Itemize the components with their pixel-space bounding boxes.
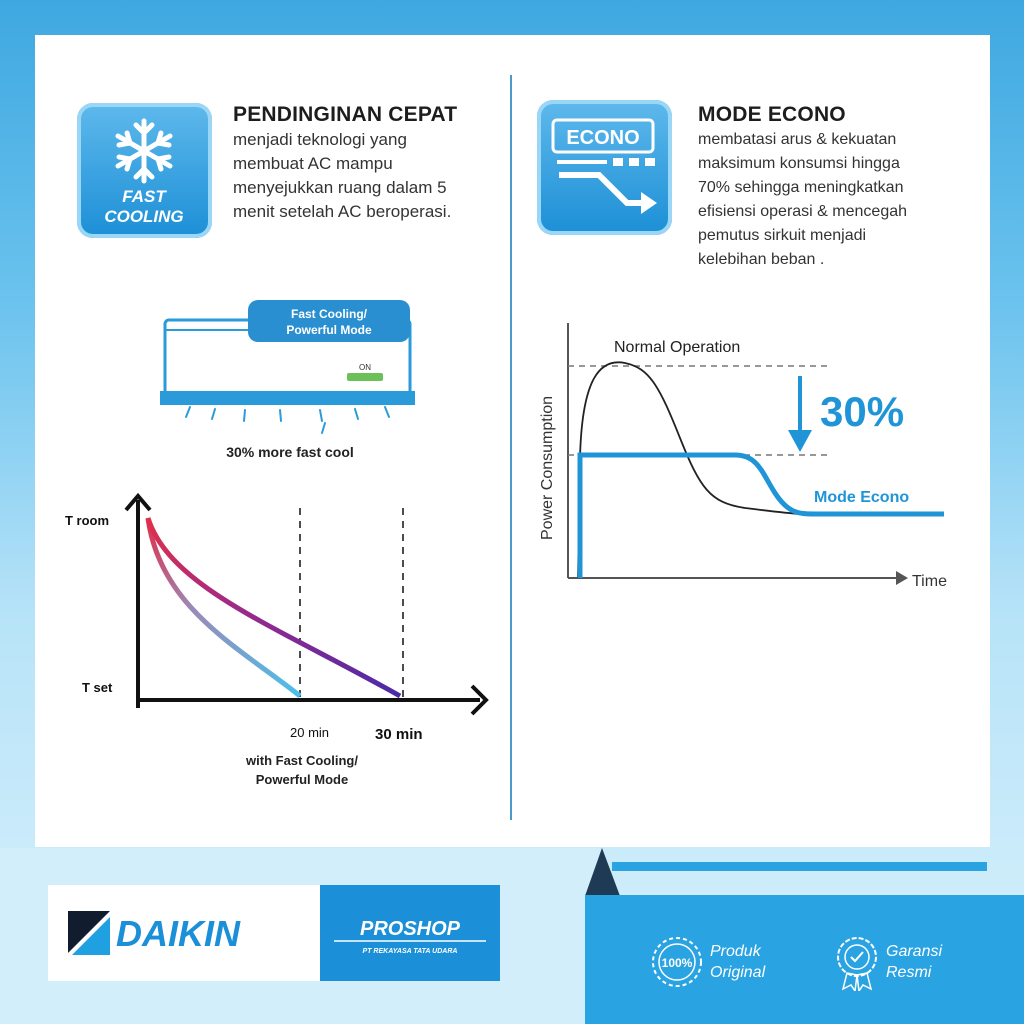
store-subtitle: PT REKAYASA TATA UDARA [362, 948, 458, 955]
econo-curve-label: Mode Econo [814, 489, 910, 506]
x-axis-label: Time [912, 573, 947, 590]
fast-cooling-desc-line: menyejukkan ruang dalam 5 [233, 178, 447, 197]
snowflake-icon [77, 103, 212, 238]
ac-unit-illustration [150, 295, 420, 470]
brand-name: DAIKIN [116, 913, 240, 954]
x-label-20min: 20 min [290, 725, 330, 740]
econo-desc-line: pemutus sirkuit menjadi [698, 227, 867, 244]
y-axis-label: Power Consumption [539, 395, 556, 540]
normal-operation-label: Normal Operation [614, 339, 741, 356]
cooling-time-graph [60, 478, 500, 818]
x-axis-arrow [896, 571, 908, 585]
econo-description [698, 128, 907, 272]
econo-desc-line: kelebihan beban . [698, 251, 825, 268]
airflow-lines [186, 407, 389, 433]
fast-cooling-title: PENDINGINAN CEPAT [233, 103, 458, 126]
fast-cooling-desc-line: menjadi teknologi yang [233, 130, 407, 149]
daikin-logo [48, 885, 320, 981]
graph-caption-line1: with Fast Cooling/ [246, 753, 358, 768]
center-divider [510, 75, 512, 820]
normal-operation-curve [578, 362, 800, 578]
warranty-badge-label [886, 941, 942, 983]
fast-cooling-curve [148, 518, 300, 696]
econo-title: MODE ECONO [698, 103, 846, 126]
badge-100-text: 100% [661, 956, 693, 970]
ac-bubble-line2: Powerful Mode [286, 323, 372, 337]
ac-on-label: ON [359, 363, 371, 372]
ac-bubble-line1: Fast Cooling/ [291, 307, 367, 321]
y-label-tset: T set [82, 680, 113, 695]
fast-cooling-icon-label-2: COOLING [104, 207, 184, 226]
econo-icon-label: ECONO [566, 127, 640, 149]
econo-desc-line: membatasi arus & kekuatan [698, 131, 897, 148]
econo-desc-line: maksimum konsumsi hingga [698, 155, 900, 172]
warranty-badge-icon [833, 933, 881, 991]
normal-cooling-curve [148, 518, 400, 696]
econo-curve [580, 455, 944, 578]
graph-caption-line2: Powerful Mode [255, 772, 349, 787]
proshop-logo [320, 885, 500, 981]
original-badge-icon [650, 935, 704, 989]
econo-icon [537, 100, 672, 235]
original-badge-label [710, 941, 765, 983]
fast-cooling-desc-line: membuat AC mampu [233, 154, 393, 173]
reduction-label: 30% [820, 388, 905, 435]
x-label-30min: 30 min [375, 726, 423, 743]
badge2-line1: Garansi [886, 943, 943, 960]
badge1-line1: Produk [710, 943, 761, 960]
y-label-troom: T room [65, 513, 110, 528]
badge2-line2: Resmi [886, 964, 932, 981]
daikin-logo-mark [48, 885, 320, 981]
power-consumption-graph [530, 318, 970, 608]
econo-arrow-icon [537, 100, 672, 235]
econo-desc-line: efisiensi operasi & mencegah [698, 203, 908, 220]
fast-cooling-description [233, 128, 451, 224]
footer-corner-accent [570, 848, 630, 898]
store-name: PROSHOP [359, 918, 461, 940]
reduction-arrow-head [788, 430, 812, 452]
proshop-logo-mark [320, 885, 500, 981]
ac-caption: 30% more fast cool [226, 444, 354, 460]
fast-cooling-icon [77, 103, 212, 238]
fast-cooling-icon-label-1: FAST [122, 187, 166, 206]
econo-desc-line: 70% sehingga meningkatkan [698, 179, 904, 196]
footer-stripe [612, 862, 987, 871]
badge1-line2: Original [710, 964, 766, 981]
fast-cooling-desc-line: menit setelah AC beroperasi. [233, 202, 452, 221]
